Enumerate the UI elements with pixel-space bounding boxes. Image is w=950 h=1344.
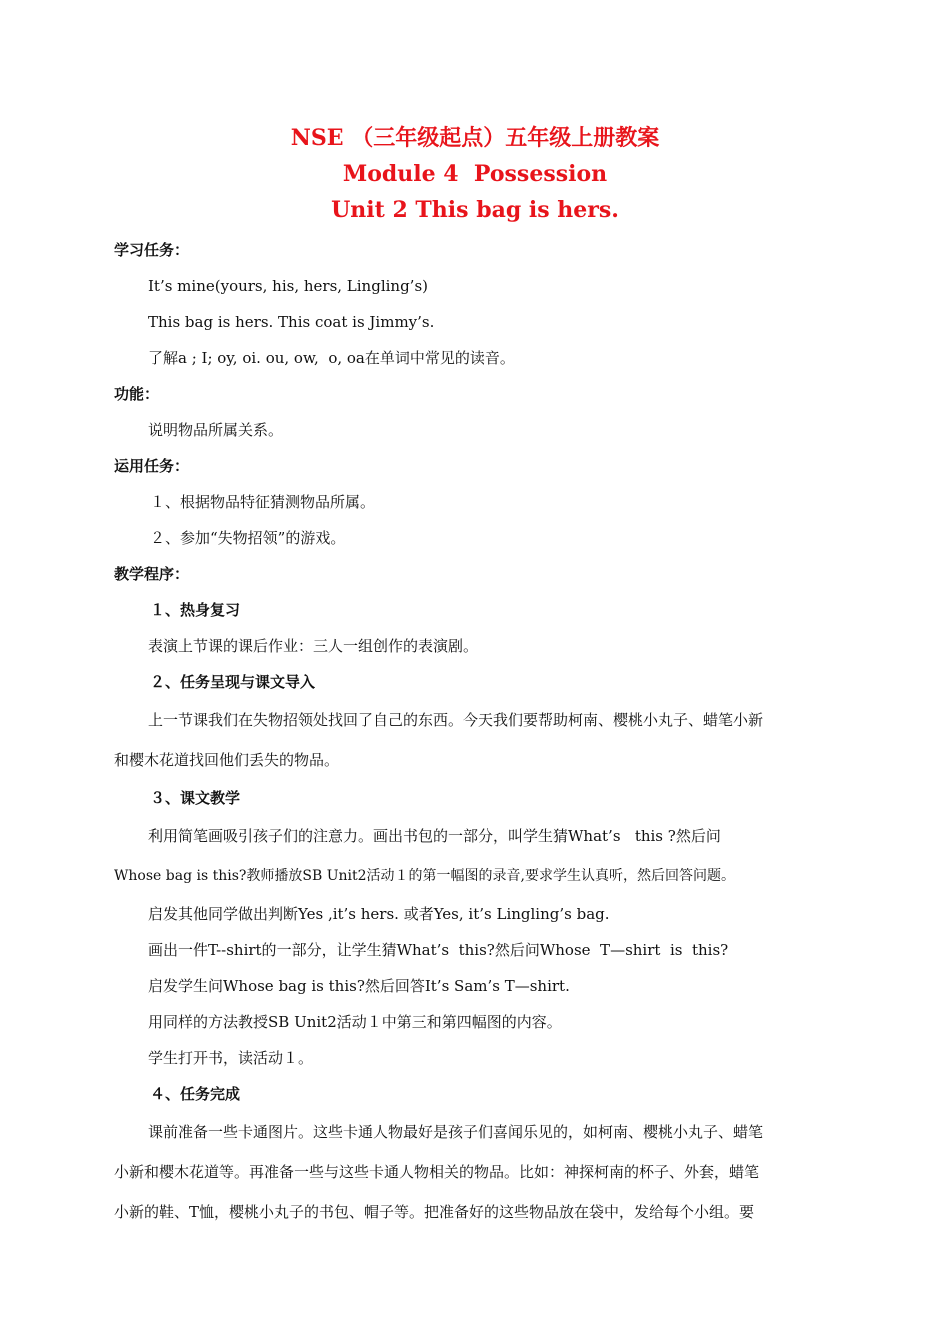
step2-text: 和樱木花道找回他们丢失的物品。: [114, 751, 340, 769]
learning-task-item: It’s mine(yours, his, hers, Lingling’s): [148, 277, 428, 295]
document-title: NSE （三年级起点）五年级上册教案: [290, 125, 660, 151]
step4-text: 小新的鞋、T恤，樱桃小丸子的书包、帽子等。把准备好的这些物品放在袋中，发给每个小组。要: [114, 1203, 755, 1221]
step3-text: 画出一件T--shirt的一部分，让学生猜What’s this?然后问Whose T—shirt is this?: [148, 941, 729, 959]
step3-heading: ３、课文教学: [150, 789, 241, 807]
title-block: [0, 120, 950, 228]
step3-text: 用同样的方法教授SB Unit2活动１中第三和第四幅图的内容。: [148, 1013, 562, 1031]
step4-heading: ４、任务完成: [150, 1085, 241, 1103]
step3-text: 启发学生问Whose bag is this?然后回答It’s Sam’s T—shirt.: [148, 977, 570, 995]
step3-text: 启发其他同学做出判断Yes ,it’s hers. 或者Yes, it’s Lingling’s bag.: [148, 905, 610, 923]
application-task-item: １、根据物品特征猜测物品所属。: [150, 493, 376, 511]
step1-heading: １、热身复习: [150, 601, 241, 619]
step1-text: 表演上节课的课后作业：三人一组创作的表演剧。: [148, 637, 479, 655]
unit-title: Unit 2 This bag is hers.: [331, 197, 619, 223]
module-title: Module 4 Possession: [342, 161, 608, 187]
learning-task-item: 了解a ; I; oy, oi. ou, ow, o, oa在单词中常见的读音。: [148, 349, 515, 367]
step3-text: 学生打开书，读活动１。: [148, 1049, 314, 1067]
step3-text: 利用简笔画吸引孩子们的注意力。画出书包的一部分，叫学生猜What’s this ?然后问: [148, 827, 721, 845]
step3-text: Whose bag is this?教师播放SB Unit2活动１的第一幅图的录音,要求学生认真听，然后回答问题。: [114, 868, 736, 884]
procedure-heading: 教学程序：: [114, 565, 190, 583]
step2-text: 上一节课我们在失物招领处找回了自己的东西。今天我们要帮助柯南、樱桃小丸子、蜡笔小新: [148, 711, 764, 729]
application-tasks-heading: 运用任务：: [114, 457, 190, 475]
step4-text: 课前准备一些卡通图片。这些卡通人物最好是孩子们喜闻乐见的，如柯南、樱桃小丸子、蜡笔: [148, 1123, 764, 1141]
step4-text: 小新和樱木花道等。再准备一些与这些卡通人物相关的物品。比如：神探柯南的杯子、外套，蜡笔: [114, 1163, 760, 1181]
learning-tasks-heading: 学习任务：: [114, 241, 190, 259]
function-item: 说明物品所属关系。: [148, 421, 284, 439]
document-body: [114, 232, 844, 1232]
application-task-item: ２、参加“失物招领”的游戏。: [150, 529, 346, 547]
function-heading: 功能：: [114, 385, 160, 403]
learning-task-item: This bag is hers. This coat is Jimmy’s.: [148, 313, 435, 331]
step2-heading: ２、任务呈现与课文导入: [150, 673, 316, 691]
